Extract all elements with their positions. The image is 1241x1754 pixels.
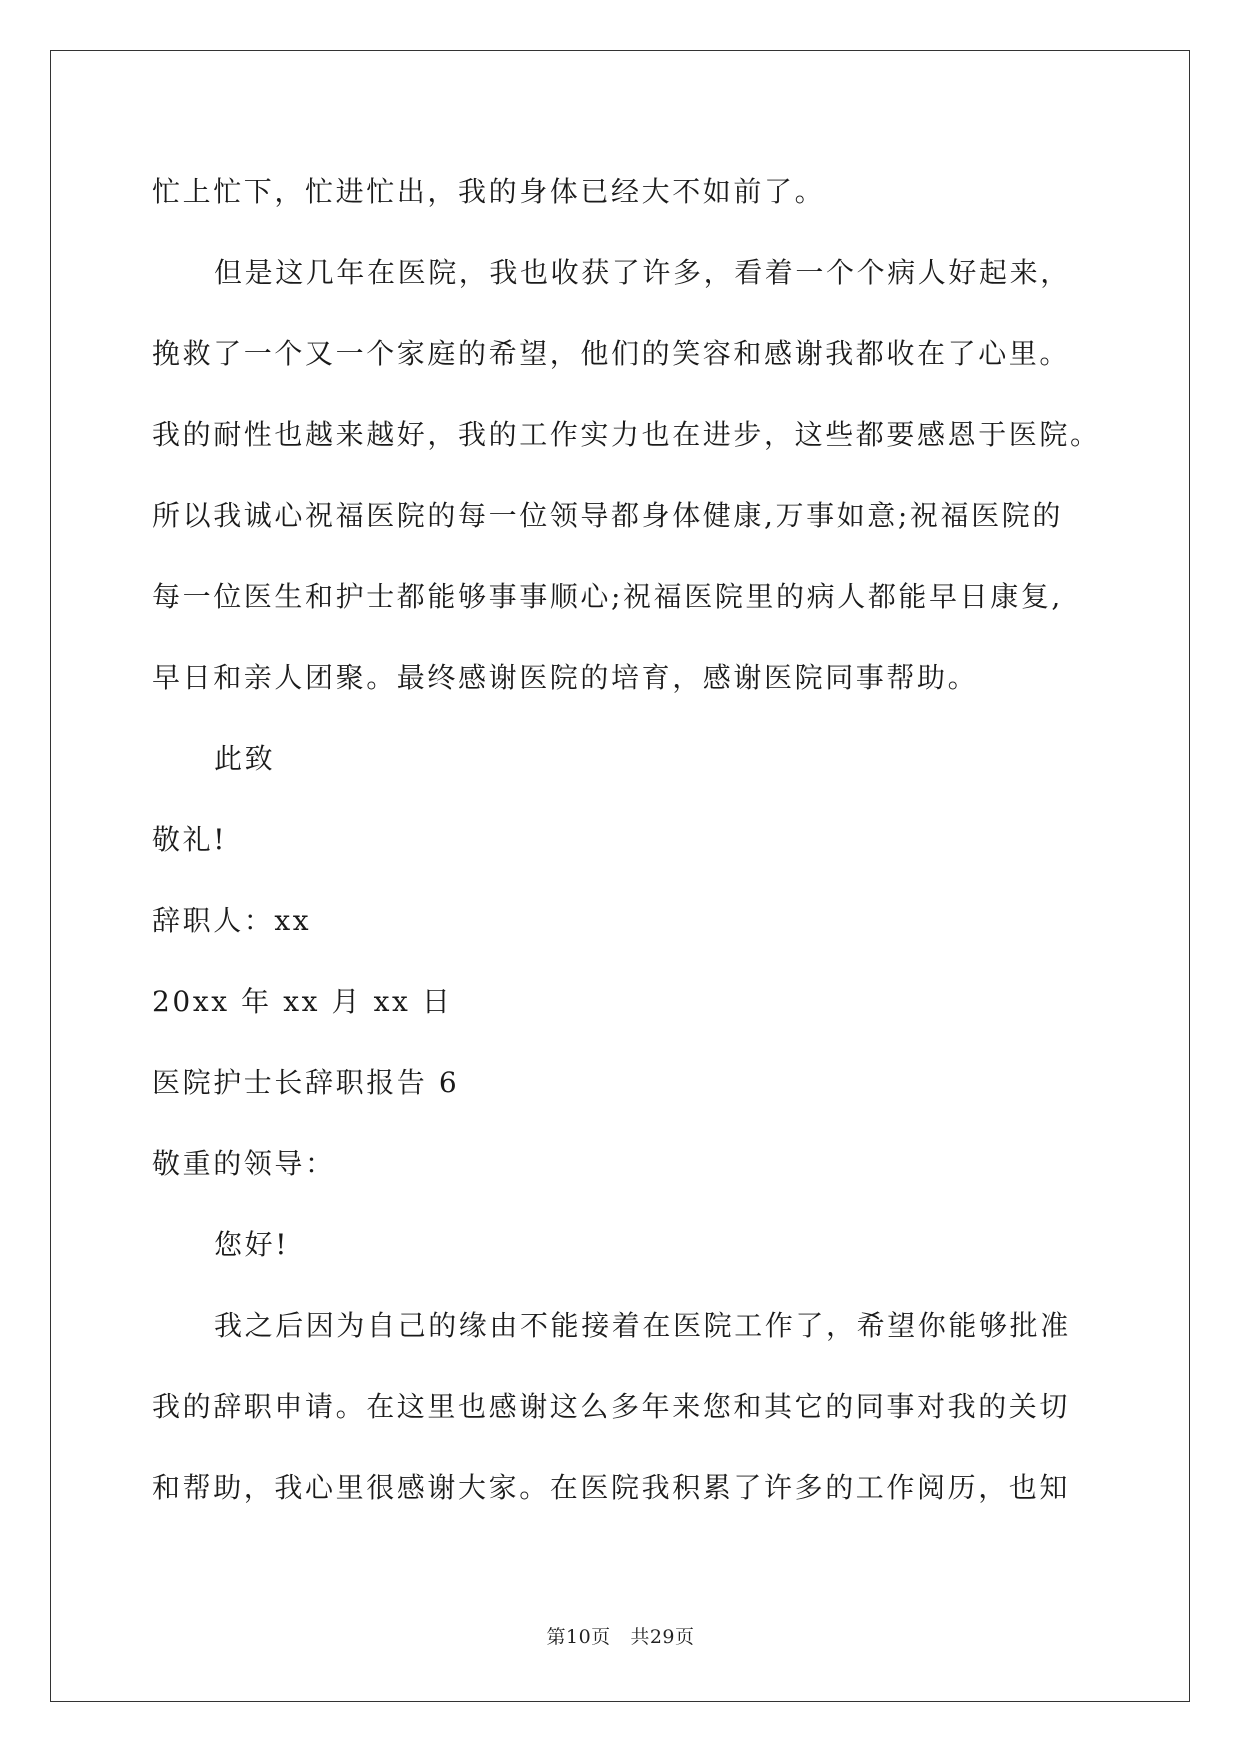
body-line: 早日和亲人团聚。最终感谢医院的培育，感谢医院同事帮助。 <box>152 661 979 694</box>
signature-line: 辞职人：xx <box>152 904 312 937</box>
page-total: 共29页 <box>630 1626 695 1648</box>
body-line: 但是这几年在医院，我也收获了许多，看着一个个病人好起来， <box>214 256 1071 289</box>
body-line: 所以我诚心祝福医院的每一位领导都身体健康,万事如意;祝福医院的 <box>152 499 1063 532</box>
body-line: 和帮助，我心里很感谢大家。在医院我积累了许多的工作阅历，也知 <box>152 1471 1071 1504</box>
body-line: 我之后因为自己的缘由不能接着在医院工作了，希望你能够批准 <box>214 1309 1071 1342</box>
body-line: 每一位医生和护士都能够事事顺心;祝福医院里的病人都能早日康复, <box>152 580 1063 613</box>
section-title: 医院护士长辞职报告 6 <box>152 1066 460 1099</box>
page-footer <box>0 1622 1241 1649</box>
closing-salutation: 此致 <box>214 742 276 775</box>
body-line: 挽救了一个又一个家庭的希望，他们的笑容和感谢我都收在了心里。 <box>152 337 1071 370</box>
greeting-recipient: 敬重的领导： <box>152 1147 336 1180</box>
body-line: 我的辞职申请。在这里也感谢这么多年来您和其它的同事对我的关切 <box>152 1390 1071 1423</box>
body-line: 我的耐性也越来越好，我的工作实力也在进步，这些都要感恩于医院。 <box>152 418 1101 451</box>
closing-respect: 敬礼! <box>152 823 228 856</box>
body-line: 忙上忙下，忙进忙出，我的身体已经大不如前了。 <box>152 175 826 208</box>
page-number: 第10页 <box>546 1626 611 1648</box>
greeting: 您好! <box>214 1228 290 1261</box>
page-border <box>50 50 1190 1702</box>
date-line: 20xx 年 xx 月 xx 日 <box>152 985 453 1018</box>
